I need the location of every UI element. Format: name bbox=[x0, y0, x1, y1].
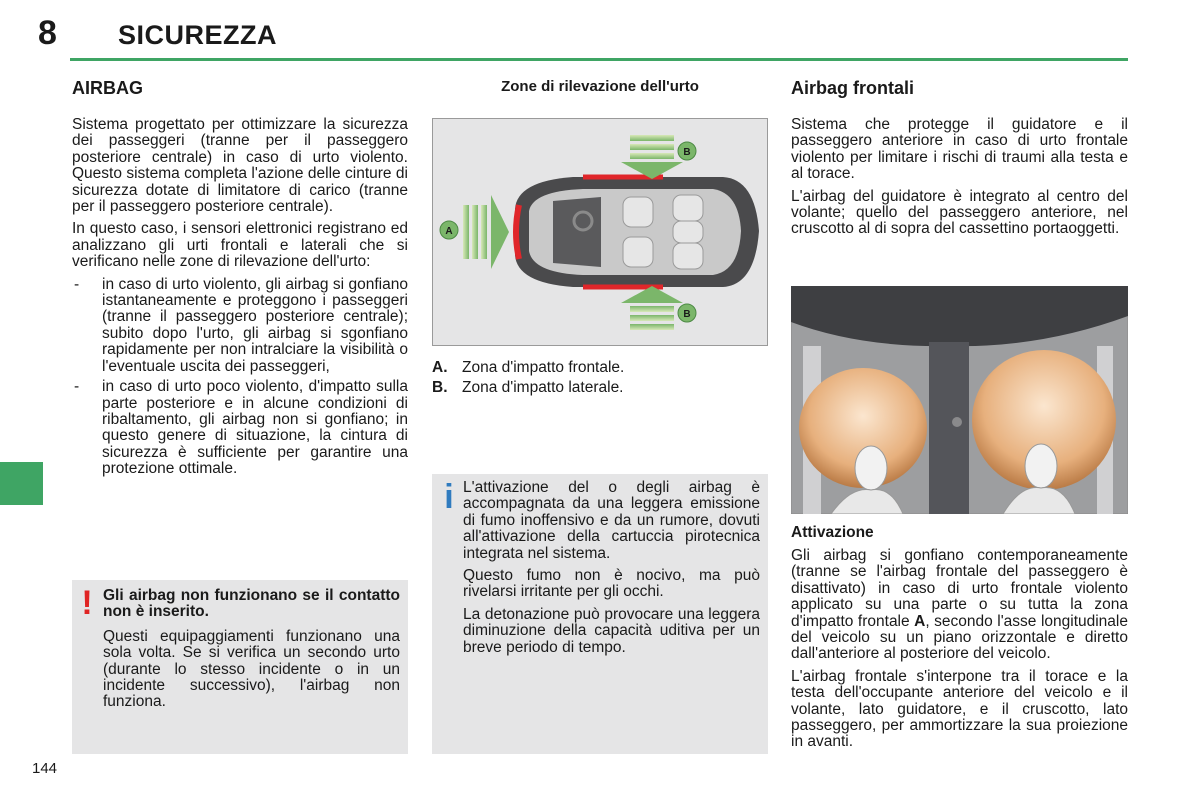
warning-content bbox=[103, 588, 400, 717]
legend-text: Zona d'impatto laterale. bbox=[462, 379, 624, 396]
frontal-location: L'airbag del guidatore è integrato al centro del volante; quello del passeggero anteriore, nel cruscotto al di sopra del cassettino portaoggetti. bbox=[791, 187, 1128, 238]
legend-text: Zona d'impatto frontale. bbox=[462, 359, 625, 376]
frontal-impact-zone bbox=[516, 205, 519, 259]
info-para-1: L'attivazione del o degli airbag è accompagnata da una leggera emissione di fumo inoffensivo e da un rumore, dovuti all'attivazione della cartuccia pirotecnica integrata nel sistema. bbox=[463, 479, 760, 562]
car-top-view-illustration bbox=[433, 119, 767, 345]
warning-text: Questi equipaggiamenti funzionano una sola volta. Se si verifica un secondo urto (durante lo stesso incidente o in un incidente successivo), l'airbag non funziona. bbox=[103, 627, 400, 711]
info-icon: i bbox=[444, 478, 454, 516]
activation-title: Attivazione bbox=[791, 524, 874, 541]
activation-text: Gli airbag si gonfiano contemporaneamente (tranne se l'airbag frontale del passeggero è disattivato) in caso di urto frontale violento applicato su una parte o su tutta la zona d'impatto frontale bbox=[791, 547, 1128, 630]
airbag-section bbox=[72, 78, 408, 482]
airbags-deployed-illustration bbox=[791, 286, 1128, 514]
legend-key: B. bbox=[432, 379, 448, 396]
activation-para-1 bbox=[791, 548, 1128, 663]
info-content bbox=[463, 480, 760, 662]
airbag-intro: Sistema progettato per ottimizzare la sicurezza dei passeggeri (tranne per il passeggero posteriore centrale) in caso di urto violento. Questo sistema completa l'azione delle cinture di sicurezza dotate di limitatore di carico (tranne per il passeggero posteriore centrale). bbox=[72, 116, 408, 216]
section-title-airbag: AIRBAG bbox=[72, 78, 143, 98]
zone-a-ref: A bbox=[914, 612, 926, 630]
arrow-right-icon bbox=[463, 195, 509, 269]
chapter-side-tab bbox=[0, 462, 43, 505]
arrow-down-icon bbox=[621, 135, 683, 179]
frontal-airbag-section bbox=[791, 78, 1128, 244]
airbag-list bbox=[72, 277, 408, 478]
label-a: A bbox=[445, 226, 453, 237]
legend-item-a bbox=[432, 358, 768, 378]
list-item: - in caso di urto poco violento, d'impatto sulla parte posteriore e in alcune condizioni di ribaltamento, gli airbag non si gonfiano; in questo genere di situazione, la cintura di sicurezza è sufficiente per garantire una protezione ottimale. bbox=[72, 379, 408, 477]
arrow-up-icon bbox=[621, 286, 683, 330]
chapter-title: SICUREZZA bbox=[118, 20, 277, 50]
impact-zones-diagram bbox=[432, 118, 768, 346]
activation-text: , secondo l'asse longitudinale del veicolo su un piano orizzontale e diretto dall'anteriore al posteriore del veicolo. bbox=[791, 612, 1128, 663]
label-b-top: B bbox=[683, 147, 691, 158]
warning-icon: ! bbox=[81, 584, 93, 622]
airbag-sensors: In questo caso, i sensori elettronici registrano ed analizzano gli urti frontali e laterali che si verificano nelle zone di rilevazione dell'urto: bbox=[72, 220, 408, 271]
car-body bbox=[515, 177, 759, 287]
list-item: - in caso di urto violento, gli airbag si gonfiano istantaneamente e proteggono i passeggeri (tranne il passeggero posteriore centrale); subito dopo l'urto, gli airbag si sgonfiano rapidamente per non intralciare la visibilità o l'eventuale uscita dei passeggeri, bbox=[72, 277, 408, 375]
activation-section bbox=[791, 524, 1128, 757]
legend-key: A. bbox=[432, 359, 448, 376]
page-number: 144 bbox=[32, 760, 58, 777]
legend-item-b bbox=[432, 378, 768, 398]
activation-para-2: L'airbag frontale s'interpone tra il torace e la testa dell'occupante anteriore del veicolo e il volante, lato guidatore, e il cruscotto, lato passeggero, per ammortizzare la sua proiezione in avanti. bbox=[791, 667, 1128, 751]
info-para-2: Questo fumo non è nocivo, ma può rivelarsi irritante per gli occhi. bbox=[463, 567, 760, 601]
frontal-airbag-illustration bbox=[791, 286, 1128, 514]
section-title-frontal: Airbag frontali bbox=[791, 78, 915, 98]
chapter-number: 8 bbox=[38, 14, 57, 52]
label-b-bottom: B bbox=[683, 309, 691, 320]
header-rule bbox=[70, 58, 1128, 61]
warning-heading: Gli airbag non funzionano se il contatto non è inserito. bbox=[103, 587, 400, 621]
diagram-title: Zone di rilevazione dell'urto bbox=[501, 78, 699, 95]
diagram-legend bbox=[432, 358, 768, 398]
frontal-intro: Sistema che protegge il guidatore e il passeggero anteriore in caso di urto frontale violento per limitare i rischi di traumi alla testa e al torace. bbox=[791, 116, 1128, 183]
info-para-3: La detonazione può provocare una leggera diminuzione della capacità uditiva per un breve periodo di tempo. bbox=[463, 605, 760, 656]
